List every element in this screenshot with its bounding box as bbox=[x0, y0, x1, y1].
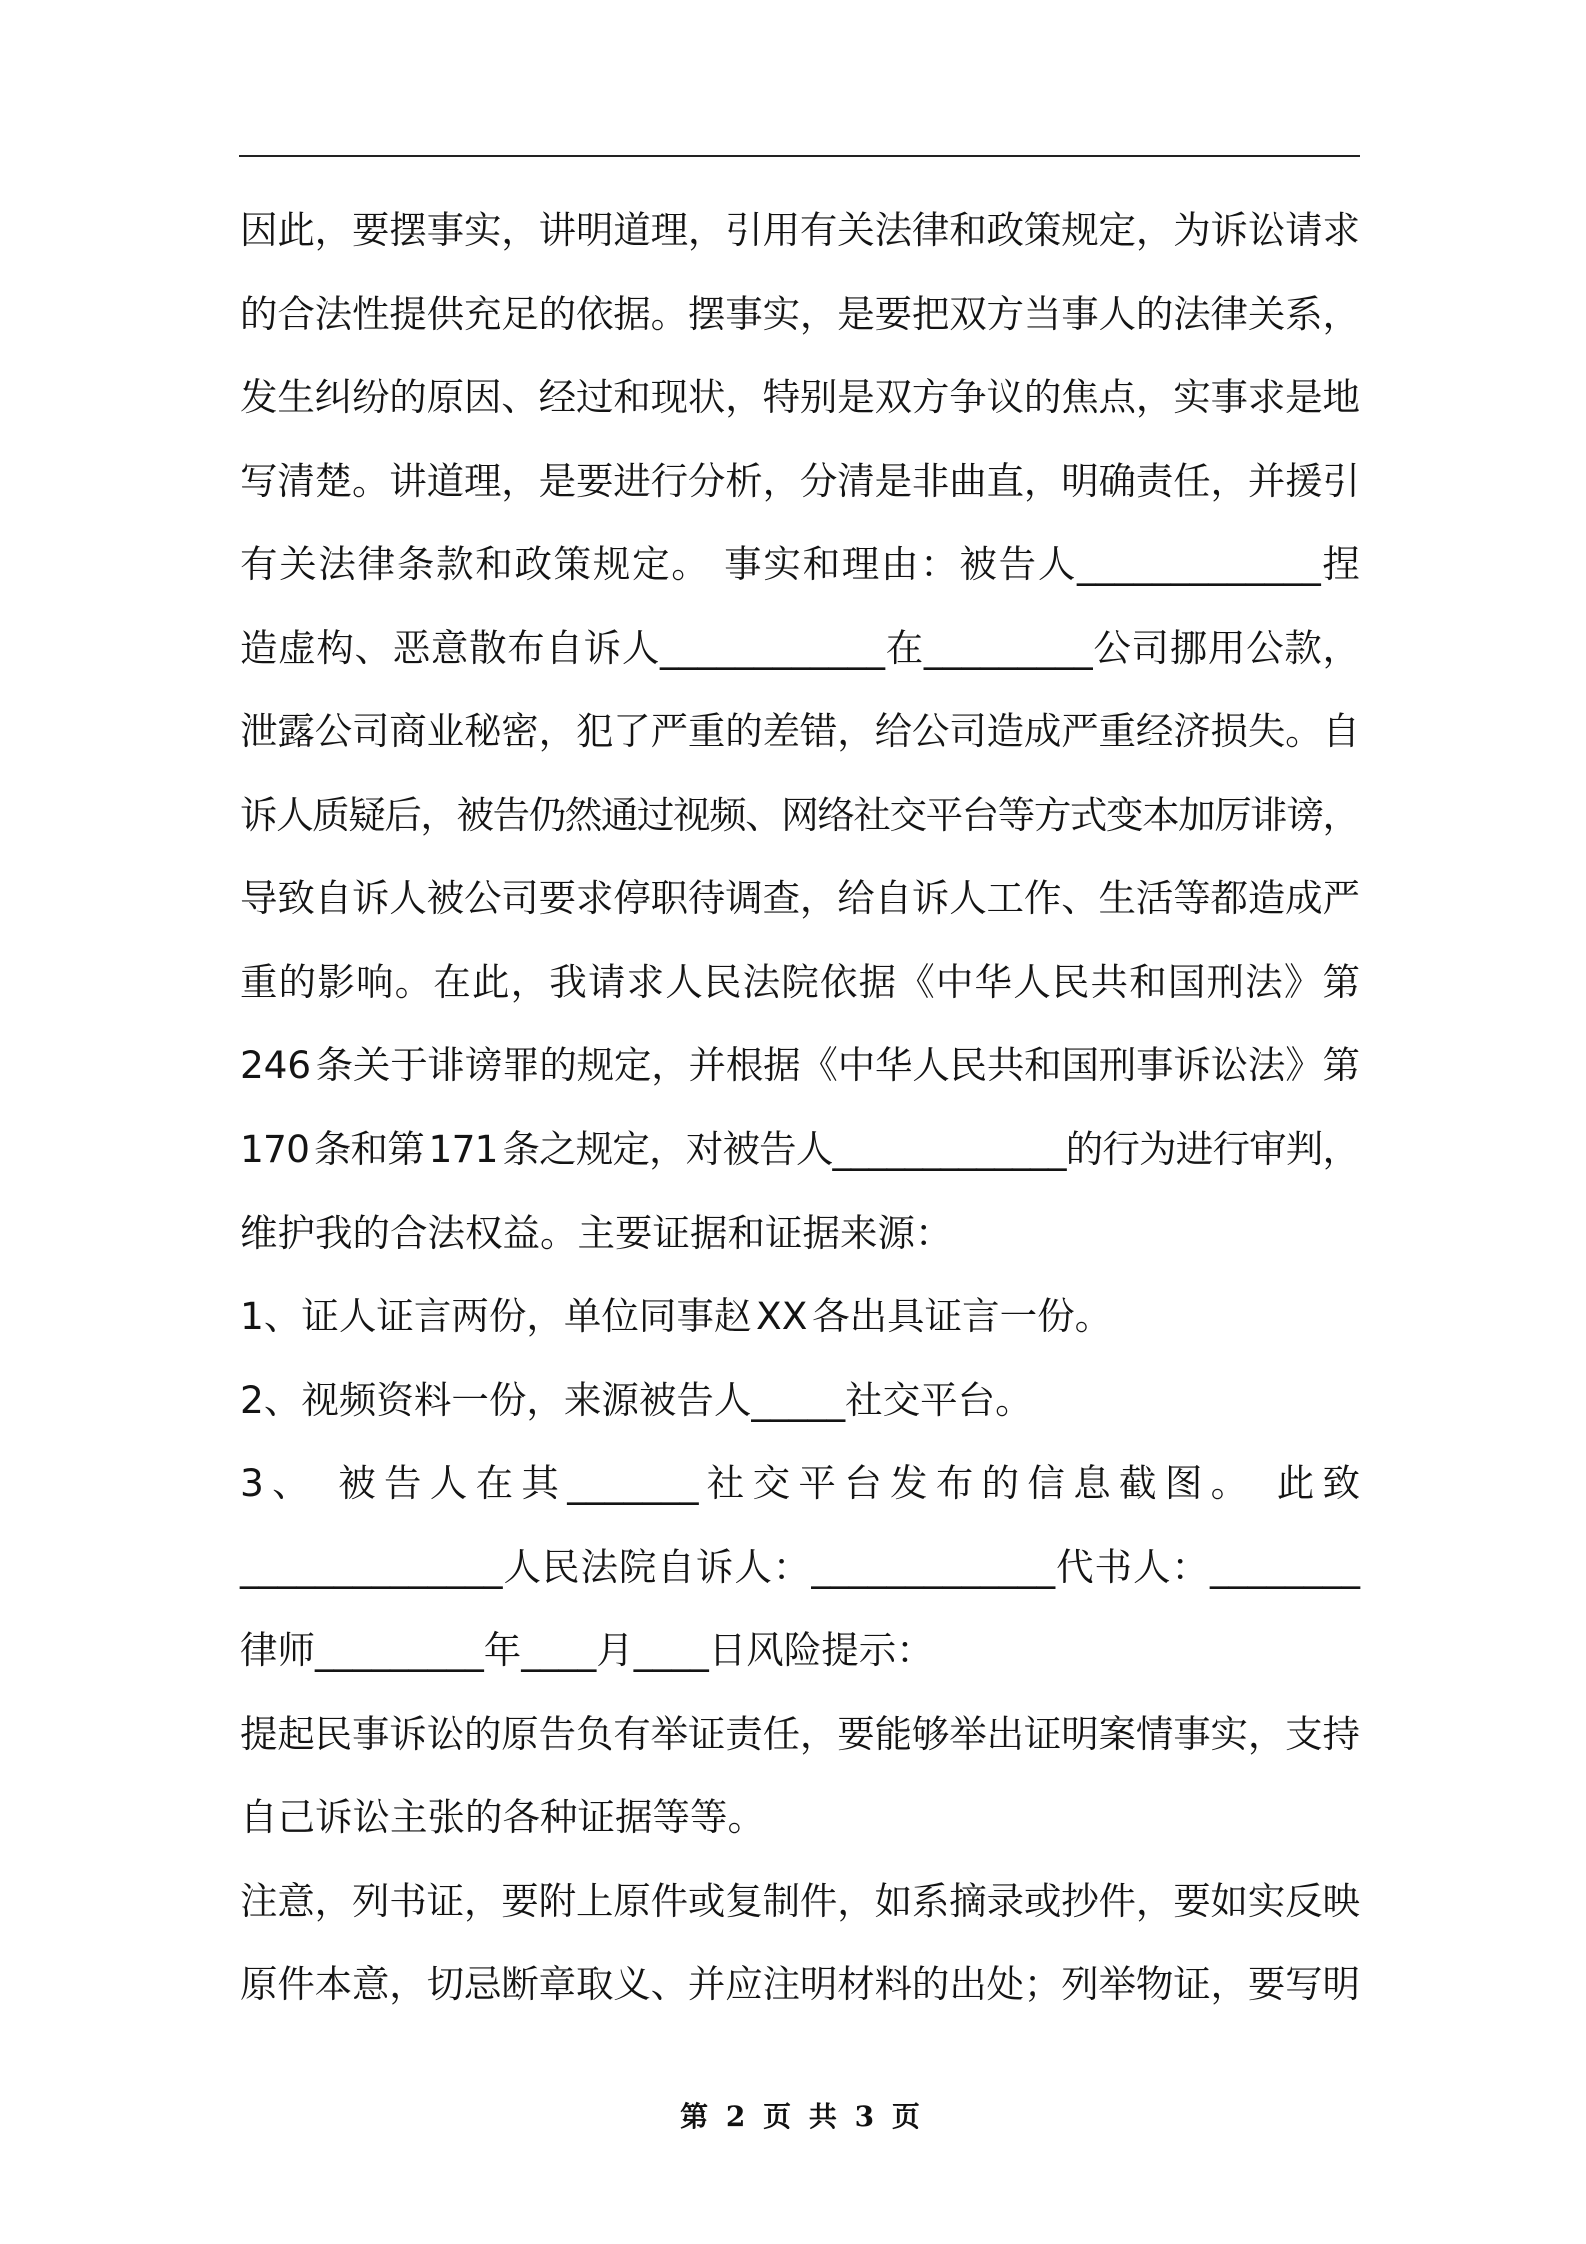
text-line bbox=[240, 1526, 1360, 1610]
text-line bbox=[240, 607, 1360, 691]
text-line-content: 3、 被告人在其_______社交平台发布的信息截图。 此致 bbox=[240, 1461, 1360, 1506]
text-line bbox=[240, 356, 1360, 440]
text-line-content: 246条关于诽谤罪的规定，并根据《中华人民共和国刑事诉讼法》第 bbox=[240, 1043, 1360, 1088]
document-body bbox=[240, 189, 1360, 2027]
text-line bbox=[240, 941, 1360, 1025]
paragraph bbox=[240, 1275, 1360, 1359]
text-line bbox=[240, 857, 1360, 941]
text-line-content: 170条和第171条之规定，对被告人_____________的行为进行审判， bbox=[240, 1127, 1360, 1172]
text-line-content: 造虚构、恶意散布自诉人____________在_________公司挪用公款， bbox=[240, 625, 1360, 670]
text-line-content: 自己诉讼主张的各种证据等等。 bbox=[240, 1795, 765, 1840]
text-line-content: 原件本意，切忌断章取义、并应注明材料的出处；列举物证，要写明 bbox=[240, 1962, 1360, 2007]
header-rule bbox=[239, 155, 1360, 157]
text-line bbox=[240, 690, 1360, 774]
text-line bbox=[240, 523, 1360, 607]
text-line-content: 提起民事诉讼的原告负有举证责任，要能够举出证明案情事实，支持 bbox=[240, 1711, 1360, 1756]
text-line-content: 律师_________年____月____日风险提示： bbox=[240, 1628, 934, 1673]
text-line bbox=[240, 1860, 1360, 1944]
text-line-content: 诉人质疑后，被告仍然通过视频、网络社交平台等方式变本加厉诽谤， bbox=[240, 792, 1359, 837]
text-line-content: 有关法律条款和政策规定。 事实和理由：被告人_____________捏 bbox=[240, 542, 1360, 587]
text-line bbox=[240, 1776, 1360, 1860]
text-line bbox=[240, 1693, 1360, 1777]
text-line bbox=[240, 1943, 1360, 2027]
text-line-content: 因此，要摆事实，讲明道理，引用有关法律和政策规定，为诉讼请求 bbox=[240, 208, 1360, 252]
paragraph bbox=[240, 1359, 1360, 1443]
text-line bbox=[240, 1442, 1360, 1526]
page-number-footer: 第 2 页 共 3 页 bbox=[680, 2100, 920, 2133]
text-line bbox=[240, 440, 1360, 524]
text-line bbox=[240, 1609, 1360, 1693]
text-line bbox=[240, 1024, 1360, 1108]
text-line-content: 泄露公司商业秘密，犯了严重的差错，给公司造成严重经济损失。自 bbox=[240, 709, 1360, 754]
text-line bbox=[240, 1108, 1360, 1192]
text-line-content: 发生纠纷的原因、经过和现状，特别是双方争议的焦点，实事求是地 bbox=[240, 375, 1360, 420]
paragraph bbox=[240, 189, 1360, 1275]
text-line-content: 2、视频资料一份，来源被告人_____社交平台。 bbox=[240, 1377, 1033, 1422]
text-line-content: 导致自诉人被公司要求停职待调查，给自诉人工作、生活等都造成严 bbox=[240, 876, 1360, 921]
text-line-content: 1、证人证言两份，单位同事赵XX各出具证言一份。 bbox=[240, 1294, 1113, 1339]
paragraph bbox=[240, 1693, 1360, 1860]
text-line bbox=[240, 1192, 1360, 1276]
text-line bbox=[240, 774, 1360, 858]
text-line-content: ______________人民法院自诉人：_____________代书人：________ bbox=[240, 1544, 1360, 1589]
text-line-content: 写清楚。讲道理，是要进行分析，分清是非曲直，明确责任，并援引 bbox=[240, 458, 1360, 503]
text-line-content: 的合法性提供充足的依据。摆事实，是要把双方当事人的法律关系， bbox=[240, 291, 1360, 336]
text-line-content: 重的影响。在此，我请求人民法院依据《中华人民共和国刑法》第 bbox=[240, 959, 1360, 1004]
paragraph bbox=[240, 1860, 1360, 2027]
text-line-content: 注意，列书证，要附上原件或复制件，如系摘录或抄件，要如实反映 bbox=[240, 1878, 1360, 1923]
text-line bbox=[240, 1359, 1360, 1443]
text-line bbox=[240, 189, 1360, 273]
text-line bbox=[240, 273, 1360, 357]
text-line-content: 维护我的合法权益。主要证据和证据来源： bbox=[240, 1210, 953, 1255]
paragraph bbox=[240, 1442, 1360, 1693]
text-line bbox=[240, 1275, 1360, 1359]
